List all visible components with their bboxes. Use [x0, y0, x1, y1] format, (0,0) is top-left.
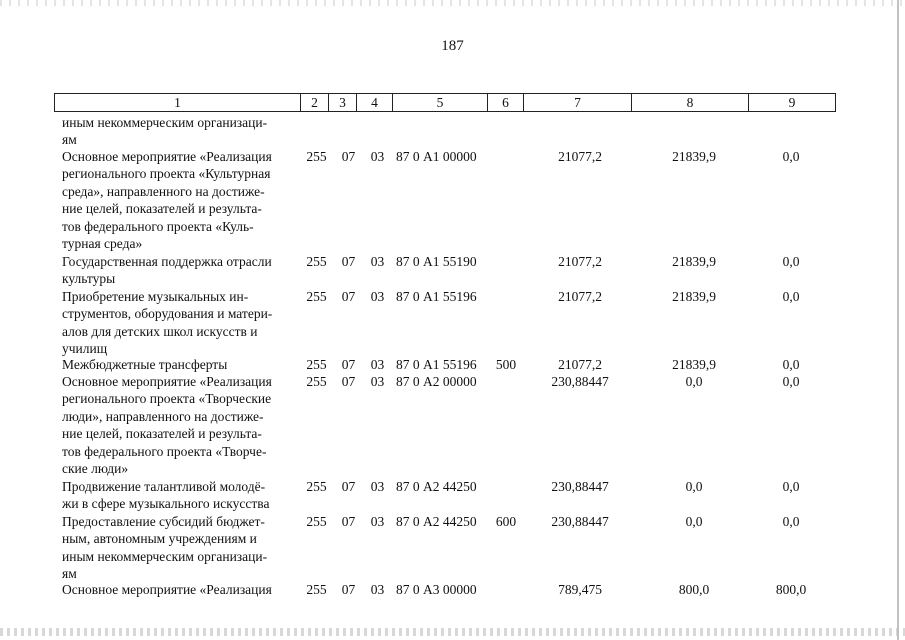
- row-name-line: Основное мероприятие «Реализация: [62, 149, 272, 164]
- scan-border-top: [0, 0, 905, 6]
- col-4-value: 03: [370, 582, 385, 597]
- col-4-value: 03: [370, 254, 385, 269]
- header-col-2: 2: [301, 94, 329, 111]
- col-7-value: 21077,2: [558, 149, 602, 164]
- row-name-line: тов федерального проекта «Куль-: [62, 218, 254, 234]
- header-col-4: 4: [357, 94, 393, 111]
- col-6-value: 500: [495, 357, 517, 372]
- col-9-value: 0,0: [782, 514, 800, 529]
- row-name: [62, 114, 296, 149]
- col-4-value: 03: [370, 289, 385, 304]
- col-7-value: 21077,2: [558, 254, 602, 269]
- row-name: [62, 373, 296, 477]
- col-9-value: 800,0: [775, 582, 807, 597]
- row-name: [62, 148, 296, 252]
- col-4-value: 03: [370, 374, 385, 389]
- col-4-value: 03: [370, 357, 385, 372]
- col-4-value: 03: [370, 514, 385, 529]
- col-7-value: 21077,2: [558, 357, 602, 372]
- table-header: [54, 93, 836, 112]
- col-5-value: 87 0 А2 00000: [396, 374, 477, 389]
- col-4-value: 03: [370, 479, 385, 494]
- col-7-value: 21077,2: [558, 289, 602, 304]
- row-name-line: культуры: [62, 271, 116, 287]
- col-5-value: 87 0 А1 55196: [396, 289, 477, 304]
- row-name-line: Предоставление субсидий бюджет-: [62, 514, 265, 529]
- row-name-line: Государственная поддержка отрасли: [62, 254, 272, 269]
- col-8-value: 21839,9: [672, 149, 716, 164]
- row-name-line: ям: [62, 566, 77, 582]
- col-4-value: 03: [370, 149, 385, 164]
- col-8-value: 21839,9: [672, 357, 716, 372]
- header-col-7: 7: [524, 94, 632, 111]
- col-3-value: 07: [341, 149, 356, 164]
- col-2-value: 255: [306, 254, 327, 269]
- col-3-value: 07: [341, 514, 356, 529]
- col-2-value: 255: [306, 149, 327, 164]
- col-5-value: 87 0 А1 00000: [396, 149, 477, 164]
- col-9-value: 0,0: [782, 357, 800, 372]
- header-col-9: 9: [788, 95, 796, 110]
- col-7-value: 230,88447: [551, 479, 609, 494]
- header-col-6: 6: [488, 94, 524, 111]
- col-9-value: 0,0: [782, 149, 800, 164]
- col-8-value: 21839,9: [672, 289, 716, 304]
- col-9-value: 0,0: [782, 374, 800, 389]
- col-5-value: 87 0 А2 44250: [396, 514, 477, 529]
- row-name-line: ям: [62, 132, 77, 148]
- header-col-3: 3: [329, 94, 357, 111]
- row-name-line: струментов, оборудования и матери-: [62, 306, 273, 322]
- col-8-value: 0,0: [685, 514, 703, 529]
- col-7-value: 230,88447: [551, 374, 609, 389]
- row-name-line: ние целей, показателей и результа-: [62, 426, 262, 442]
- col-2-value: 255: [306, 289, 327, 304]
- row-name-line: турная среда»: [62, 235, 143, 251]
- row-name-line: ские люди»: [62, 460, 129, 476]
- col-3-value: 07: [341, 357, 356, 372]
- col-3-value: 07: [341, 479, 356, 494]
- row-name-line: регионального проекта «Творческие: [62, 391, 272, 407]
- col-5-value: 87 0 А2 44250: [396, 479, 477, 494]
- row-name-line: Межбюджетные трансферты: [62, 357, 228, 372]
- header-col-1: 1: [55, 94, 301, 111]
- row-name-line: иным некоммерческим организаци-: [62, 115, 268, 130]
- page-number: 187: [441, 38, 464, 54]
- row-name-line: училищ: [62, 341, 108, 357]
- row-name-line: иным некоммерческим организаци-: [62, 548, 268, 564]
- col-3-value: 07: [341, 374, 356, 389]
- col-5-value: 87 0 А3 00000: [396, 582, 477, 597]
- col-2-value: 255: [306, 582, 327, 597]
- col-2-value: 255: [306, 374, 327, 389]
- col-9-value: 0,0: [782, 289, 800, 304]
- col-5-value: 87 0 А1 55190: [396, 254, 477, 269]
- col-3-value: 07: [341, 582, 356, 597]
- col-3-value: 07: [341, 254, 356, 269]
- row-name-line: Приобретение музыкальных ин-: [62, 289, 249, 304]
- row-name-line: среда», направленного на достиже-: [62, 183, 265, 199]
- row-name-line: Основное мероприятие «Реализация: [62, 374, 272, 389]
- col-8-value: 0,0: [685, 374, 703, 389]
- row-name-line: ние целей, показателей и результа-: [62, 201, 262, 217]
- row-name: [62, 288, 296, 358]
- scan-border-bottom: [0, 628, 905, 636]
- row-name-line: регионального проекта «Культурная: [62, 166, 271, 182]
- row-name-line: ным, автономным учреждениям и: [62, 531, 257, 547]
- scan-border-right: [897, 0, 899, 640]
- col-2-value: 255: [306, 357, 327, 372]
- col-3-value: 07: [341, 289, 356, 304]
- row-name-line: тов федерального проекта «Творче-: [62, 443, 267, 459]
- row-name: [62, 513, 296, 583]
- col-8-value: 21839,9: [672, 254, 716, 269]
- row-name-line: Основное мероприятие «Реализация: [62, 582, 272, 597]
- col-2-value: 255: [306, 479, 327, 494]
- col-9-value: 0,0: [782, 479, 800, 494]
- col-5-value: 87 0 А1 55196: [396, 357, 477, 372]
- col-8-value: 0,0: [685, 479, 703, 494]
- header-col-8: 8: [632, 94, 749, 111]
- row-name: [62, 356, 296, 373]
- row-name-line: алов для детских школ искусств и: [62, 323, 258, 339]
- header-col-5: 5: [393, 94, 488, 111]
- row-name-line: люди», направленного на достиже-: [62, 408, 264, 424]
- col-8-value: 800,0: [678, 582, 710, 597]
- col-2-value: 255: [306, 514, 327, 529]
- row-name-line: Продвижение талантливой молодё-: [62, 479, 266, 494]
- row-name: [62, 581, 296, 598]
- col-9-value: 0,0: [782, 254, 800, 269]
- col-7-value: 789,475: [558, 582, 602, 597]
- col-7-value: 230,88447: [551, 514, 609, 529]
- col-6-value: 600: [495, 514, 517, 529]
- row-name-line: жи в сфере музыкального искусства: [62, 496, 270, 512]
- row-name: [62, 253, 296, 288]
- row-name: [62, 478, 296, 513]
